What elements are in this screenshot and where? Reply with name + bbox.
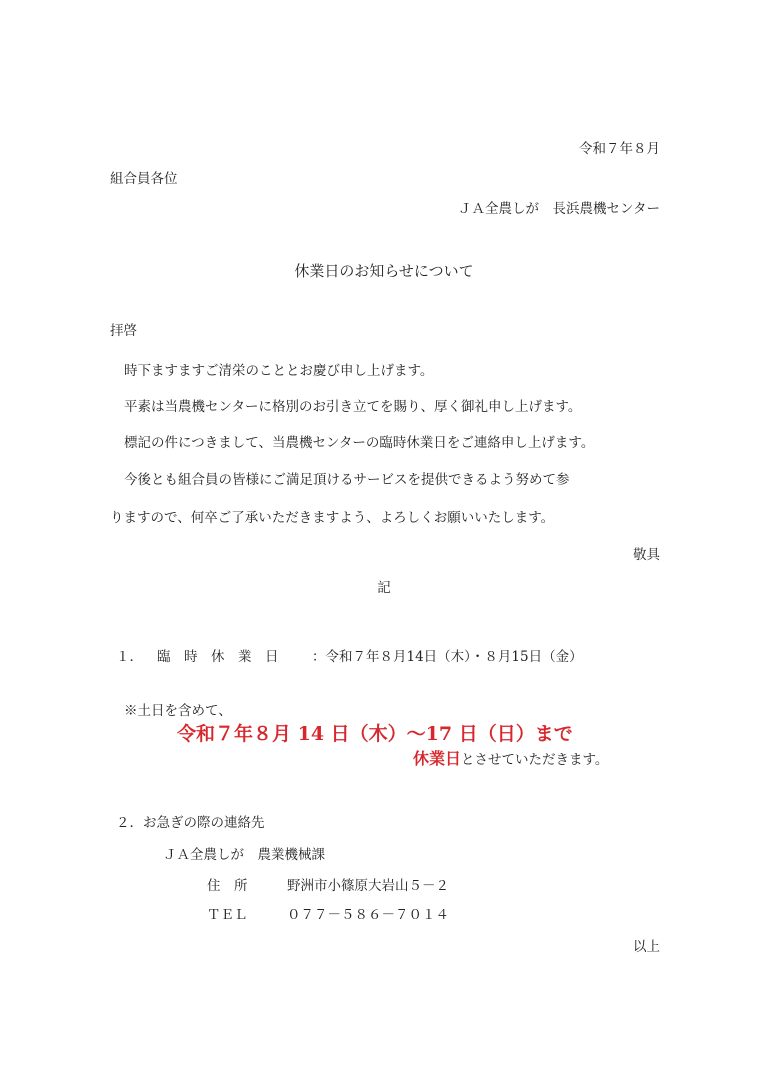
- end-mark: 以上: [633, 939, 660, 955]
- item1-number: １．: [116, 649, 143, 665]
- body-line: りますので、何卒ご了承いただきますよう、よろしくお願いいたします。: [110, 510, 555, 526]
- address-value: 野洲市小篠原大岩山５－２: [287, 878, 449, 894]
- body-line: 平素は当農機センターに格別のお引き立てを賜り、厚く御礼申し上げます。: [124, 399, 582, 415]
- address-label: 住 所: [207, 878, 248, 894]
- item1-value: ：令和７年８月14日（木）・８月15日（金）: [312, 649, 583, 665]
- body-line: 時下ますますご清栄のこととお慶び申し上げます。: [124, 363, 434, 379]
- tel-value: ０７７－５８６－７０１４: [287, 907, 449, 923]
- closed-dates-highlight: 令和７年８月 14 日（木）～17 日（日）まで: [177, 723, 573, 745]
- note-intro: ※土日を含めて、: [124, 703, 232, 719]
- ki-mark: 記: [377, 580, 391, 596]
- closing: 敬具: [633, 547, 660, 563]
- item2-heading: ２．お急ぎの際の連絡先: [116, 815, 265, 831]
- recipient: 組合員各位: [110, 171, 178, 187]
- contact-org: ＪＡ全農しが 農業機械課: [163, 847, 325, 863]
- tel-label: ＴＥＬ: [207, 907, 248, 923]
- closed-highlight: 休業日: [413, 749, 462, 768]
- item1-label: 臨 時 休 業 日: [157, 649, 279, 665]
- greeting: 拝啓: [110, 323, 137, 339]
- body-line: 今後とも組合員の皆様にご満足頂けるサービスを提供できるよう努めて参: [124, 472, 570, 488]
- body-line: 標記の件につきまして、当農機センターの臨時休業日をご連絡申し上げます。: [124, 435, 595, 451]
- document-title: 休業日のお知らせについて: [294, 262, 474, 280]
- sender: ＪＡ全農しが 長浜農機センター: [458, 201, 660, 217]
- closed-note-line: [413, 750, 608, 769]
- closed-suffix: とさせていただきます。: [461, 752, 609, 768]
- document-date: 令和７年８月: [579, 141, 660, 157]
